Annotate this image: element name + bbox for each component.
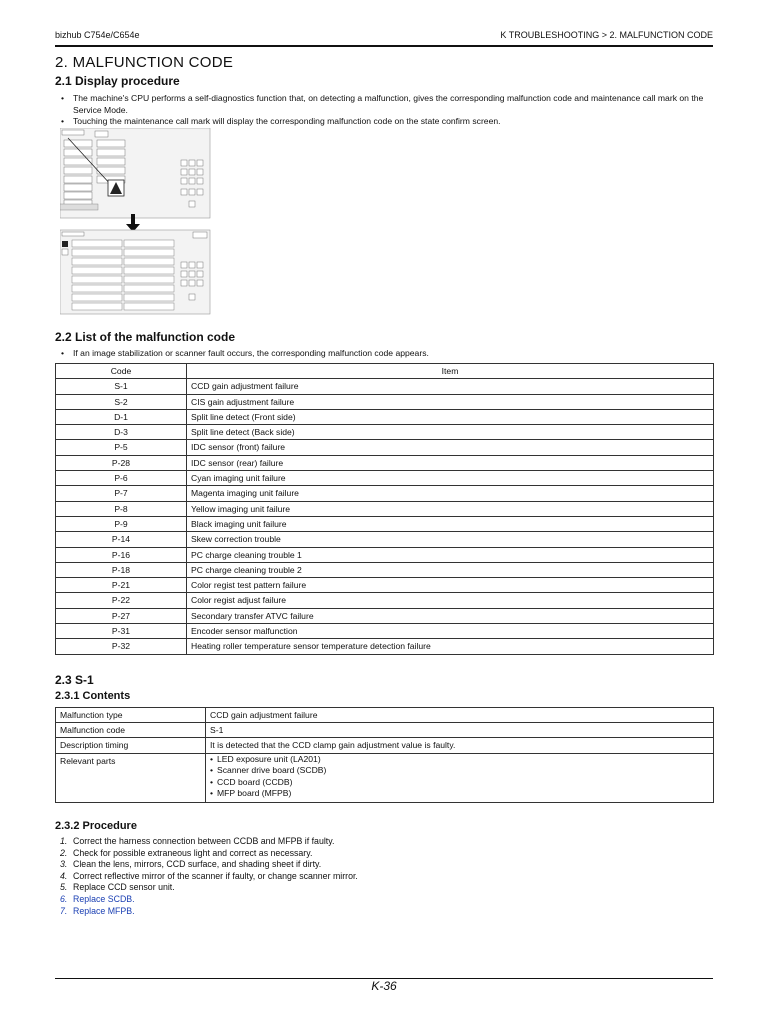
table-row <box>56 471 714 486</box>
replace-mfpb-link[interactable]: Replace MFPB. <box>73 905 135 916</box>
table-row <box>56 501 714 516</box>
code-cell: P-7 <box>56 486 187 501</box>
table-row <box>56 753 714 802</box>
item-cell: Black imaging unit failure <box>187 516 714 531</box>
code-cell: P-31 <box>56 624 187 639</box>
list-item: • Scanner drive board (SCDB) <box>210 765 327 776</box>
procedure-step: 5. Replace CCD sensor unit. <box>60 882 175 893</box>
s1-contents-table <box>55 707 714 803</box>
table-row <box>56 593 714 608</box>
subsection-heading-procedure: 2.3.2 Procedure <box>55 820 137 832</box>
breadcrumb: K TROUBLESHOOTING > 2. MALFUNCTION CODE <box>500 30 713 40</box>
code-cell: S-2 <box>56 394 187 409</box>
item-cell: Color regist test pattern failure <box>187 578 714 593</box>
code-cell: P-5 <box>56 440 187 455</box>
code-cell: S-1 <box>56 379 187 394</box>
replace-scdb-link[interactable]: Replace SCDB. <box>73 893 135 904</box>
table-row <box>56 425 714 440</box>
list-item: • CCD board (CCDB) <box>210 776 293 787</box>
table-row <box>56 547 714 562</box>
label-cell: Malfunction code <box>56 723 206 738</box>
code-cell: P-18 <box>56 562 187 577</box>
value-cell: CCD gain adjustment failure <box>206 708 714 723</box>
table-row <box>56 562 714 577</box>
table-row <box>56 409 714 424</box>
table-row <box>56 639 714 654</box>
code-cell: P-21 <box>56 578 187 593</box>
value-cell: S-1 <box>206 723 714 738</box>
subsection-heading-contents: 2.3.1 Contents <box>55 690 131 702</box>
code-cell: P-28 <box>56 455 187 470</box>
list-item: • MFP board (MFPB) <box>210 788 292 799</box>
code-cell: P-27 <box>56 608 187 623</box>
page-number: K-36 <box>371 979 397 993</box>
item-cell: Split line detect (Back side) <box>187 425 714 440</box>
table-row <box>56 379 714 394</box>
bullet-item: • The machine's CPU performs a self-diagnostics function that, on detecting a malfunction, gives the corresponding malfunction code and maintenance call mark on the Service Mode. <box>60 93 710 116</box>
procedure-step: 4. Correct reflective mirror of the scanner if faulty, or change scanner mirror. <box>60 870 358 881</box>
relevant-parts-list <box>210 754 709 800</box>
code-cell: P-9 <box>56 516 187 531</box>
code-cell: P-6 <box>56 471 187 486</box>
code-cell: D-1 <box>56 409 187 424</box>
malfunction-code-table <box>55 363 714 655</box>
procedure-step-link[interactable]: 7. Replace MFPB. <box>60 905 135 916</box>
page-header <box>55 30 713 44</box>
header-rule <box>55 45 713 47</box>
table-row <box>56 486 714 501</box>
procedure-step: 3. Clean the lens, mirrors, CCD surface, and shading sheet if dirty. <box>60 859 322 870</box>
label-cell: Description timing <box>56 738 206 753</box>
item-cell: Skew correction trouble <box>187 532 714 547</box>
label-cell: Relevant parts <box>56 753 206 802</box>
item-cell: Split line detect (Front side) <box>187 409 714 424</box>
section-heading-malfunction-list: 2.2 List of the malfunction code <box>55 330 236 344</box>
table-row <box>56 723 714 738</box>
code-cell: P-22 <box>56 593 187 608</box>
code-cell: P-16 <box>56 547 187 562</box>
item-cell: Color regist adjust failure <box>187 593 714 608</box>
table-row <box>56 738 714 753</box>
item-cell: CIS gain adjustment failure <box>187 394 714 409</box>
table-row <box>56 578 714 593</box>
table-row <box>56 440 714 455</box>
page-title: 2. MALFUNCTION CODE <box>55 54 234 71</box>
code-cell: D-3 <box>56 425 187 440</box>
table-row <box>56 608 714 623</box>
section-heading-s1: 2.3 S-1 <box>55 673 94 687</box>
item-cell: Cyan imaging unit failure <box>187 471 714 486</box>
procedure-steps <box>60 836 358 917</box>
column-header-code: Code <box>56 364 187 379</box>
code-cell: P-8 <box>56 501 187 516</box>
item-cell: Heating roller temperature sensor temperature detection failure <box>187 639 714 654</box>
table-row <box>56 516 714 531</box>
procedure-step-link[interactable]: 6. Replace SCDB. <box>60 893 135 904</box>
bullet-item: • Touching the maintenance call mark will display the corresponding malfunction code on the state confirm screen. <box>60 116 710 128</box>
table-row <box>56 624 714 639</box>
item-cell: Secondary transfer ATVC failure <box>187 608 714 623</box>
table-row <box>56 708 714 723</box>
model-name: bizhub C754e/C654e <box>55 30 140 40</box>
table-row <box>56 455 714 470</box>
table-row <box>56 532 714 547</box>
label-cell: Malfunction type <box>56 708 206 723</box>
column-header-item: Item <box>187 364 714 379</box>
item-cell: Encoder sensor malfunction <box>187 624 714 639</box>
list-item: • LED exposure unit (LA201) <box>210 753 321 764</box>
value-cell: It is detected that the CCD clamp gain adjustment value is faulty. <box>206 738 714 753</box>
service-mode-screens-figure <box>60 128 300 318</box>
table-row <box>56 394 714 409</box>
code-cell: P-32 <box>56 639 187 654</box>
item-cell: IDC sensor (rear) failure <box>187 455 714 470</box>
item-cell: Yellow imaging unit failure <box>187 501 714 516</box>
item-cell: PC charge cleaning trouble 2 <box>187 562 714 577</box>
item-cell: Magenta imaging unit failure <box>187 486 714 501</box>
bullet-item: • If an image stabilization or scanner fault occurs, the corresponding malfunction code appears. <box>60 348 710 360</box>
item-cell: PC charge cleaning trouble 1 <box>187 547 714 562</box>
service-mode-screens-illustration <box>60 128 300 318</box>
section-heading-display-procedure: 2.1 Display procedure <box>55 74 180 88</box>
display-procedure-bullets <box>60 93 710 128</box>
item-cell: CCD gain adjustment failure <box>187 379 714 394</box>
procedure-step: 2. Check for possible extraneous light and correct as necessary. <box>60 847 313 858</box>
procedure-step: 1. Correct the harness connection between CCDB and MFPB if faulty. <box>60 836 335 846</box>
table-header-row <box>56 364 714 379</box>
value-cell <box>206 753 714 802</box>
item-cell: IDC sensor (front) failure <box>187 440 714 455</box>
code-cell: P-14 <box>56 532 187 547</box>
malfunction-list-bullets <box>60 348 710 360</box>
